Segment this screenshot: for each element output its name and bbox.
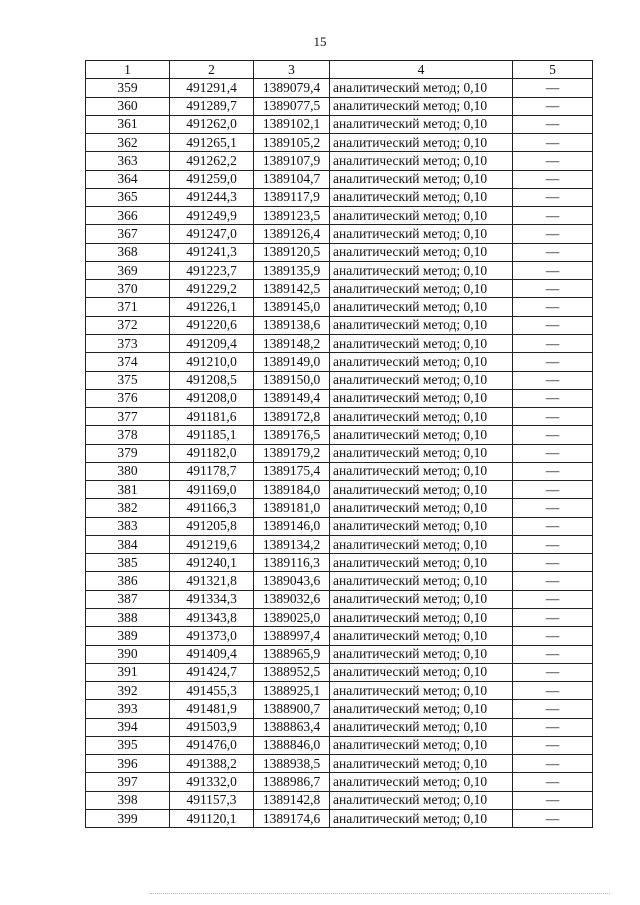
table-row	[86, 809, 593, 827]
method-accuracy-cell: аналитический метод; 0,10	[330, 444, 513, 462]
point-number-cell: 373	[86, 334, 170, 352]
x-coordinate-cell: 491240,1	[170, 554, 254, 572]
table-row	[86, 134, 593, 152]
method-accuracy-cell: аналитический метод; 0,10	[330, 170, 513, 188]
note-cell: —	[513, 243, 593, 261]
note-cell: —	[513, 152, 593, 170]
note-cell: —	[513, 97, 593, 115]
method-accuracy-cell: аналитический метод; 0,10	[330, 353, 513, 371]
method-accuracy-cell: аналитический метод; 0,10	[330, 316, 513, 334]
header-col-3: 3	[254, 61, 330, 79]
table-row	[86, 517, 593, 535]
point-number-cell: 375	[86, 371, 170, 389]
note-cell: —	[513, 371, 593, 389]
table-row	[86, 663, 593, 681]
table-row	[86, 572, 593, 590]
table-row	[86, 389, 593, 407]
note-cell: —	[513, 462, 593, 480]
x-coordinate-cell: 491247,0	[170, 225, 254, 243]
method-accuracy-cell: аналитический метод; 0,10	[330, 590, 513, 608]
y-coordinate-cell: 1389146,0	[254, 517, 330, 535]
point-number-cell: 398	[86, 791, 170, 809]
note-cell: —	[513, 572, 593, 590]
method-accuracy-cell: аналитический метод; 0,10	[330, 426, 513, 444]
method-accuracy-cell: аналитический метод; 0,10	[330, 645, 513, 663]
point-number-cell: 366	[86, 207, 170, 225]
note-cell: —	[513, 334, 593, 352]
note-cell: —	[513, 590, 593, 608]
method-accuracy-cell: аналитический метод; 0,10	[330, 225, 513, 243]
scan-artifact-line	[150, 893, 610, 898]
table-row	[86, 590, 593, 608]
y-coordinate-cell: 1389107,9	[254, 152, 330, 170]
y-coordinate-cell: 1389138,6	[254, 316, 330, 334]
x-coordinate-cell: 491343,8	[170, 608, 254, 626]
method-accuracy-cell: аналитический метод; 0,10	[330, 608, 513, 626]
method-accuracy-cell: аналитический метод; 0,10	[330, 627, 513, 645]
y-coordinate-cell: 1388900,7	[254, 700, 330, 718]
method-accuracy-cell: аналитический метод; 0,10	[330, 718, 513, 736]
x-coordinate-cell: 491157,3	[170, 791, 254, 809]
note-cell: —	[513, 736, 593, 754]
method-accuracy-cell: аналитический метод; 0,10	[330, 517, 513, 535]
x-coordinate-cell: 491332,0	[170, 773, 254, 791]
table-row	[86, 408, 593, 426]
table-row	[86, 225, 593, 243]
point-number-cell: 363	[86, 152, 170, 170]
method-accuracy-cell: аналитический метод; 0,10	[330, 791, 513, 809]
note-cell: —	[513, 481, 593, 499]
x-coordinate-cell: 491388,2	[170, 755, 254, 773]
y-coordinate-cell: 1389184,0	[254, 481, 330, 499]
note-cell: —	[513, 298, 593, 316]
point-number-cell: 365	[86, 188, 170, 206]
x-coordinate-cell: 491182,0	[170, 444, 254, 462]
point-number-cell: 364	[86, 170, 170, 188]
method-accuracy-cell: аналитический метод; 0,10	[330, 298, 513, 316]
method-accuracy-cell: аналитический метод; 0,10	[330, 97, 513, 115]
method-accuracy-cell: аналитический метод; 0,10	[330, 408, 513, 426]
point-number-cell: 367	[86, 225, 170, 243]
method-accuracy-cell: аналитический метод; 0,10	[330, 371, 513, 389]
table-row	[86, 170, 593, 188]
point-number-cell: 381	[86, 481, 170, 499]
point-number-cell: 372	[86, 316, 170, 334]
y-coordinate-cell: 1389179,2	[254, 444, 330, 462]
table-row	[86, 682, 593, 700]
note-cell: —	[513, 115, 593, 133]
y-coordinate-cell: 1389025,0	[254, 608, 330, 626]
table-row	[86, 608, 593, 626]
table-row	[86, 481, 593, 499]
point-number-cell: 397	[86, 773, 170, 791]
point-number-cell: 380	[86, 462, 170, 480]
x-coordinate-cell: 491208,0	[170, 389, 254, 407]
point-number-cell: 359	[86, 79, 170, 97]
method-accuracy-cell: аналитический метод; 0,10	[330, 773, 513, 791]
table-row	[86, 207, 593, 225]
y-coordinate-cell: 1389104,7	[254, 170, 330, 188]
method-accuracy-cell: аналитический метод; 0,10	[330, 261, 513, 279]
y-coordinate-cell: 1389043,6	[254, 572, 330, 590]
method-accuracy-cell: аналитический метод; 0,10	[330, 134, 513, 152]
table-row	[86, 627, 593, 645]
note-cell: —	[513, 791, 593, 809]
y-coordinate-cell: 1388952,5	[254, 663, 330, 681]
x-coordinate-cell: 491185,1	[170, 426, 254, 444]
x-coordinate-cell: 491481,9	[170, 700, 254, 718]
y-coordinate-cell: 1389102,1	[254, 115, 330, 133]
y-coordinate-cell: 1389135,9	[254, 261, 330, 279]
x-coordinate-cell: 491503,9	[170, 718, 254, 736]
x-coordinate-cell: 491241,3	[170, 243, 254, 261]
method-accuracy-cell: аналитический метод; 0,10	[330, 243, 513, 261]
x-coordinate-cell: 491262,2	[170, 152, 254, 170]
table-row	[86, 755, 593, 773]
note-cell: —	[513, 755, 593, 773]
y-coordinate-cell: 1389174,6	[254, 809, 330, 827]
point-number-cell: 378	[86, 426, 170, 444]
method-accuracy-cell: аналитический метод; 0,10	[330, 499, 513, 517]
point-number-cell: 396	[86, 755, 170, 773]
x-coordinate-cell: 491169,0	[170, 481, 254, 499]
y-coordinate-cell: 1389142,5	[254, 280, 330, 298]
table-row	[86, 152, 593, 170]
x-coordinate-cell: 491178,7	[170, 462, 254, 480]
note-cell: —	[513, 134, 593, 152]
method-accuracy-cell: аналитический метод; 0,10	[330, 481, 513, 499]
x-coordinate-cell: 491409,4	[170, 645, 254, 663]
x-coordinate-cell: 491476,0	[170, 736, 254, 754]
x-coordinate-cell: 491226,1	[170, 298, 254, 316]
point-number-cell: 386	[86, 572, 170, 590]
table-row	[86, 188, 593, 206]
note-cell: —	[513, 663, 593, 681]
method-accuracy-cell: аналитический метод; 0,10	[330, 809, 513, 827]
method-accuracy-cell: аналитический метод; 0,10	[330, 682, 513, 700]
table-row	[86, 261, 593, 279]
x-coordinate-cell: 491455,3	[170, 682, 254, 700]
y-coordinate-cell: 1389105,2	[254, 134, 330, 152]
note-cell: —	[513, 809, 593, 827]
method-accuracy-cell: аналитический метод; 0,10	[330, 755, 513, 773]
note-cell: —	[513, 700, 593, 718]
note-cell: —	[513, 389, 593, 407]
point-number-cell: 385	[86, 554, 170, 572]
coordinates-table	[85, 60, 593, 828]
table-row	[86, 499, 593, 517]
y-coordinate-cell: 1389149,0	[254, 353, 330, 371]
table-row	[86, 79, 593, 97]
table-row	[86, 97, 593, 115]
point-number-cell: 383	[86, 517, 170, 535]
method-accuracy-cell: аналитический метод; 0,10	[330, 663, 513, 681]
method-accuracy-cell: аналитический метод; 0,10	[330, 207, 513, 225]
x-coordinate-cell: 491229,2	[170, 280, 254, 298]
table-row	[86, 426, 593, 444]
note-cell: —	[513, 207, 593, 225]
x-coordinate-cell: 491265,1	[170, 134, 254, 152]
y-coordinate-cell: 1389149,4	[254, 389, 330, 407]
table-row	[86, 115, 593, 133]
x-coordinate-cell: 491291,4	[170, 79, 254, 97]
point-number-cell: 393	[86, 700, 170, 718]
note-cell: —	[513, 535, 593, 553]
method-accuracy-cell: аналитический метод; 0,10	[330, 554, 513, 572]
y-coordinate-cell: 1388997,4	[254, 627, 330, 645]
y-coordinate-cell: 1389134,2	[254, 535, 330, 553]
x-coordinate-cell: 491262,0	[170, 115, 254, 133]
note-cell: —	[513, 517, 593, 535]
note-cell: —	[513, 408, 593, 426]
table-row	[86, 773, 593, 791]
table-row	[86, 700, 593, 718]
x-coordinate-cell: 491209,4	[170, 334, 254, 352]
table-row	[86, 462, 593, 480]
table-row	[86, 535, 593, 553]
y-coordinate-cell: 1389126,4	[254, 225, 330, 243]
note-cell: —	[513, 554, 593, 572]
x-coordinate-cell: 491120,1	[170, 809, 254, 827]
y-coordinate-cell: 1389079,4	[254, 79, 330, 97]
table-row	[86, 371, 593, 389]
y-coordinate-cell: 1389123,5	[254, 207, 330, 225]
y-coordinate-cell: 1389150,0	[254, 371, 330, 389]
note-cell: —	[513, 773, 593, 791]
x-coordinate-cell: 491181,6	[170, 408, 254, 426]
method-accuracy-cell: аналитический метод; 0,10	[330, 572, 513, 590]
x-coordinate-cell: 491424,7	[170, 663, 254, 681]
point-number-cell: 394	[86, 718, 170, 736]
table-row	[86, 791, 593, 809]
x-coordinate-cell: 491334,3	[170, 590, 254, 608]
method-accuracy-cell: аналитический метод; 0,10	[330, 389, 513, 407]
y-coordinate-cell: 1389142,8	[254, 791, 330, 809]
x-coordinate-cell: 491223,7	[170, 261, 254, 279]
point-number-cell: 390	[86, 645, 170, 663]
note-cell: —	[513, 645, 593, 663]
x-coordinate-cell: 491244,3	[170, 188, 254, 206]
y-coordinate-cell: 1389116,3	[254, 554, 330, 572]
table-row	[86, 353, 593, 371]
y-coordinate-cell: 1389077,5	[254, 97, 330, 115]
x-coordinate-cell: 491205,8	[170, 517, 254, 535]
method-accuracy-cell: аналитический метод; 0,10	[330, 152, 513, 170]
note-cell: —	[513, 426, 593, 444]
method-accuracy-cell: аналитический метод; 0,10	[330, 188, 513, 206]
point-number-cell: 362	[86, 134, 170, 152]
method-accuracy-cell: аналитический метод; 0,10	[330, 334, 513, 352]
x-coordinate-cell: 491220,6	[170, 316, 254, 334]
point-number-cell: 389	[86, 627, 170, 645]
note-cell: —	[513, 718, 593, 736]
method-accuracy-cell: аналитический метод; 0,10	[330, 115, 513, 133]
x-coordinate-cell: 491210,0	[170, 353, 254, 371]
table-row	[86, 316, 593, 334]
y-coordinate-cell: 1389117,9	[254, 188, 330, 206]
method-accuracy-cell: аналитический метод; 0,10	[330, 700, 513, 718]
note-cell: —	[513, 261, 593, 279]
point-number-cell: 370	[86, 280, 170, 298]
method-accuracy-cell: аналитический метод; 0,10	[330, 535, 513, 553]
table-row	[86, 554, 593, 572]
note-cell: —	[513, 316, 593, 334]
y-coordinate-cell: 1389175,4	[254, 462, 330, 480]
point-number-cell: 384	[86, 535, 170, 553]
point-number-cell: 368	[86, 243, 170, 261]
point-number-cell: 377	[86, 408, 170, 426]
y-coordinate-cell: 1389172,8	[254, 408, 330, 426]
x-coordinate-cell: 491208,5	[170, 371, 254, 389]
x-coordinate-cell: 491249,9	[170, 207, 254, 225]
point-number-cell: 392	[86, 682, 170, 700]
note-cell: —	[513, 499, 593, 517]
point-number-cell: 379	[86, 444, 170, 462]
table-row	[86, 298, 593, 316]
note-cell: —	[513, 627, 593, 645]
header-col-5: 5	[513, 61, 593, 79]
method-accuracy-cell: аналитический метод; 0,10	[330, 280, 513, 298]
x-coordinate-cell: 491321,8	[170, 572, 254, 590]
note-cell: —	[513, 188, 593, 206]
x-coordinate-cell: 491166,3	[170, 499, 254, 517]
note-cell: —	[513, 170, 593, 188]
point-number-cell: 360	[86, 97, 170, 115]
page-number: 15	[313, 34, 327, 49]
method-accuracy-cell: аналитический метод; 0,10	[330, 79, 513, 97]
y-coordinate-cell: 1389148,2	[254, 334, 330, 352]
y-coordinate-cell: 1388846,0	[254, 736, 330, 754]
x-coordinate-cell: 491259,0	[170, 170, 254, 188]
point-number-cell: 395	[86, 736, 170, 754]
header-row	[86, 61, 593, 79]
point-number-cell: 382	[86, 499, 170, 517]
note-cell: —	[513, 608, 593, 626]
note-cell: —	[513, 225, 593, 243]
point-number-cell: 391	[86, 663, 170, 681]
table-row	[86, 718, 593, 736]
y-coordinate-cell: 1389181,0	[254, 499, 330, 517]
point-number-cell: 388	[86, 608, 170, 626]
note-cell: —	[513, 79, 593, 97]
note-cell: —	[513, 280, 593, 298]
note-cell: —	[513, 444, 593, 462]
point-number-cell: 369	[86, 261, 170, 279]
point-number-cell: 387	[86, 590, 170, 608]
point-number-cell: 361	[86, 115, 170, 133]
point-number-cell: 371	[86, 298, 170, 316]
note-cell: —	[513, 353, 593, 371]
note-cell: —	[513, 682, 593, 700]
table-row	[86, 280, 593, 298]
y-coordinate-cell: 1389120,5	[254, 243, 330, 261]
header-col-4: 4	[330, 61, 513, 79]
header-col-2: 2	[170, 61, 254, 79]
y-coordinate-cell: 1388986,7	[254, 773, 330, 791]
y-coordinate-cell: 1388938,5	[254, 755, 330, 773]
table-row	[86, 243, 593, 261]
table-body	[86, 79, 593, 828]
x-coordinate-cell: 491289,7	[170, 97, 254, 115]
point-number-cell: 376	[86, 389, 170, 407]
x-coordinate-cell: 491219,6	[170, 535, 254, 553]
method-accuracy-cell: аналитический метод; 0,10	[330, 462, 513, 480]
table-row	[86, 645, 593, 663]
y-coordinate-cell: 1388863,4	[254, 718, 330, 736]
method-accuracy-cell: аналитический метод; 0,10	[330, 736, 513, 754]
x-coordinate-cell: 491373,0	[170, 627, 254, 645]
table-row	[86, 444, 593, 462]
point-number-cell: 374	[86, 353, 170, 371]
table-header	[86, 61, 593, 79]
y-coordinate-cell: 1388925,1	[254, 682, 330, 700]
y-coordinate-cell: 1389032,6	[254, 590, 330, 608]
header-col-1: 1	[86, 61, 170, 79]
point-number-cell: 399	[86, 809, 170, 827]
table-row	[86, 736, 593, 754]
table-row	[86, 334, 593, 352]
y-coordinate-cell: 1389145,0	[254, 298, 330, 316]
y-coordinate-cell: 1388965,9	[254, 645, 330, 663]
y-coordinate-cell: 1389176,5	[254, 426, 330, 444]
